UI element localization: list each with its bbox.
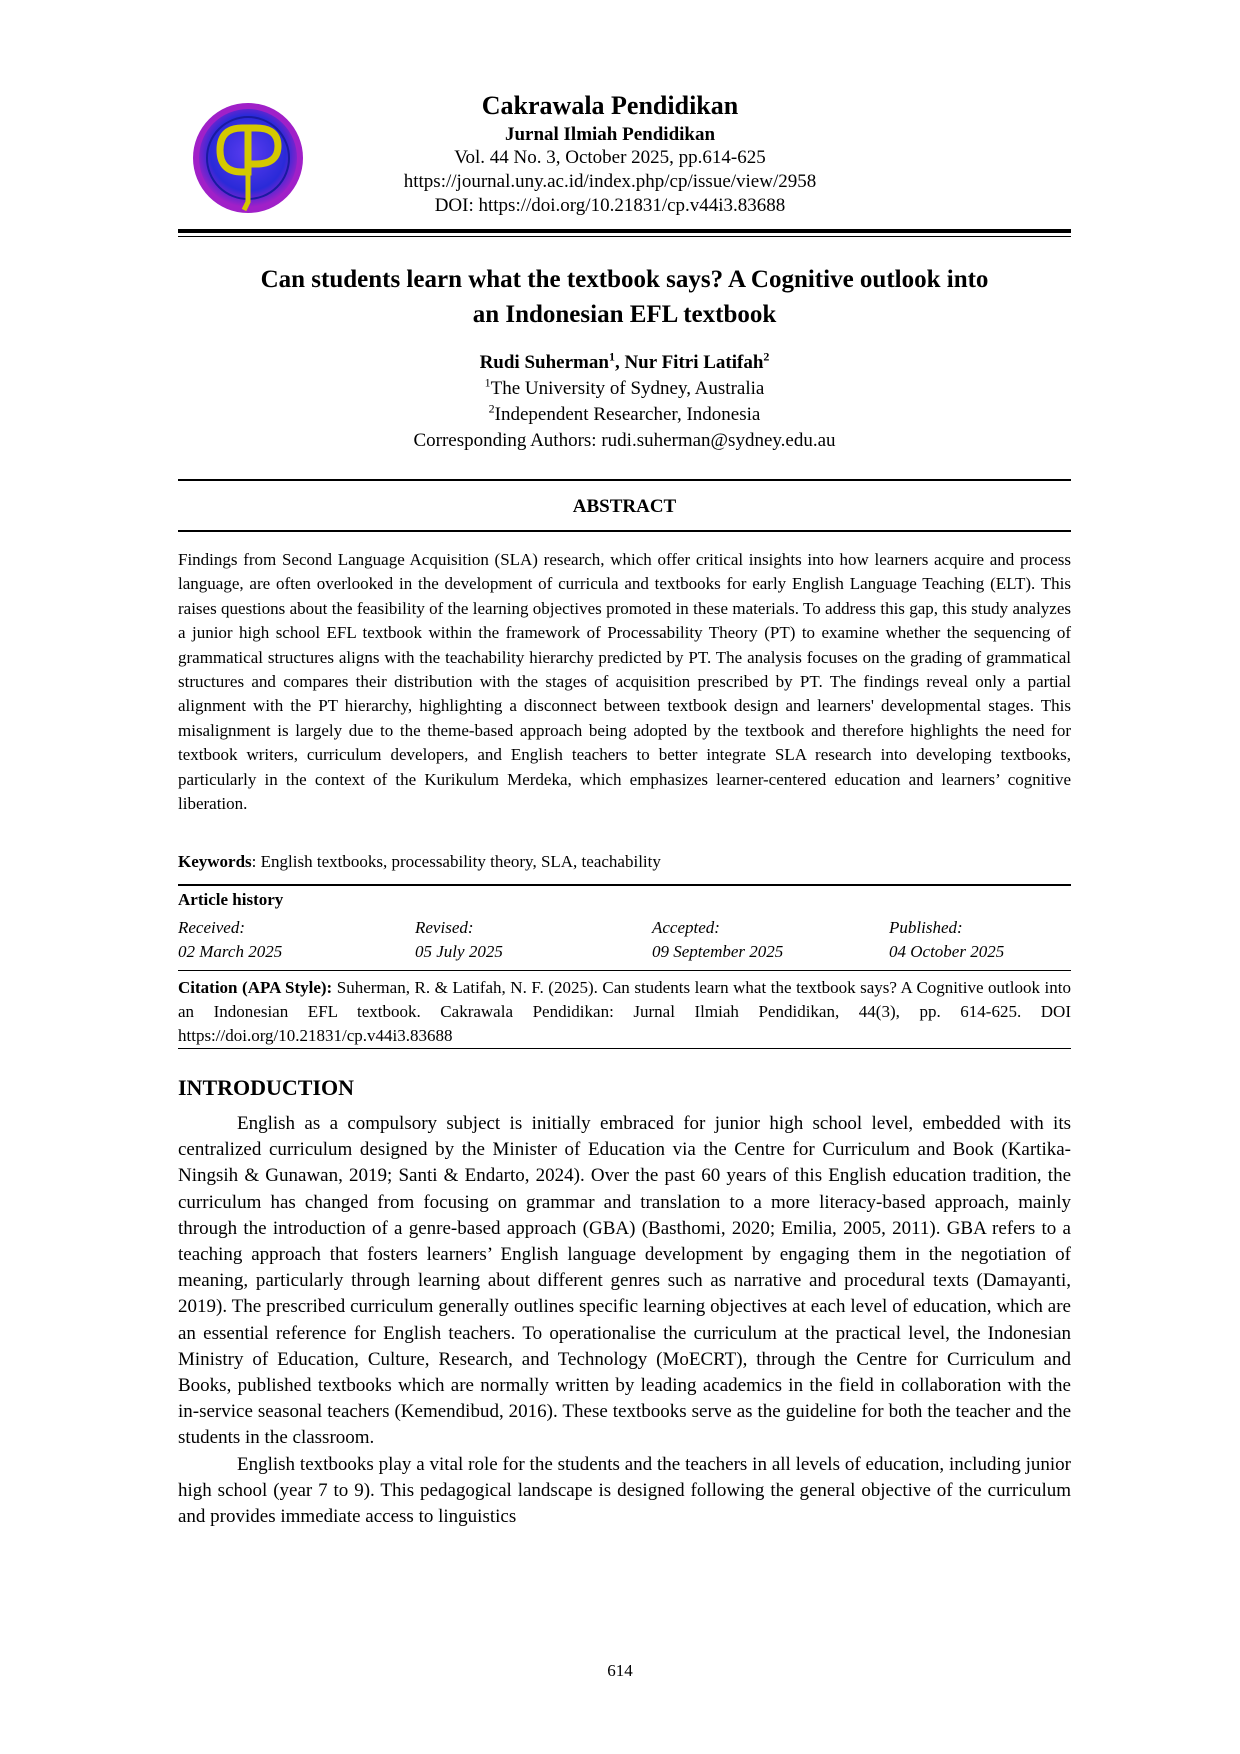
- citation: Citation (APA Style): Suherman, R. & Latifah, N. F. (2025). Can students learn what the textbook says? A Cognitive outlook into an Indonesian EFL textbook. Cakrawala Pendidikan: Jurnal Ilmiah Pendidikan, 44(3), pp. 614-625. DOI https://doi.org/10.21831/cp.v44i3.83688: [178, 978, 1071, 1045]
- published-label: Published:: [889, 918, 963, 937]
- citation-rule-bottom: [178, 1048, 1071, 1049]
- published-date: 04 October 2025: [889, 942, 1005, 961]
- accepted-label: Accepted:: [652, 918, 720, 937]
- doi-link[interactable]: DOI: https://doi.org/10.21831/cp.v44i3.83688: [434, 195, 786, 216]
- history-rule-bottom: [178, 970, 1071, 971]
- received-date: 02 March 2025: [178, 942, 283, 961]
- affiliation-2: $^2$Independent Researcher, Indonesia: [488, 401, 761, 425]
- journal-subtitle: Jurnal Ilmiah Pendidikan: [504, 124, 716, 145]
- article-title: Can students learn what the textbook says? A Cognitive outlook into an Indonesian EFL textbook: [260, 266, 989, 328]
- volume-info: Vol. 44 No. 3, October 2025, pp.614-625: [454, 147, 766, 168]
- journal-logo: [190, 100, 306, 218]
- corresponding-author: Corresponding Authors: rudi.suherman@sydney.edu.au: [413, 430, 836, 451]
- affiliation-1: $^1$The University of Sydney, Australia: [484, 375, 765, 399]
- received-label: Received:: [178, 918, 245, 937]
- journal-masthead: [330, 88, 890, 218]
- header-rule-thin: [178, 236, 1071, 237]
- article-history: [178, 916, 1071, 964]
- author-block: [178, 350, 1071, 454]
- abstract-rule-bottom: [178, 530, 1071, 532]
- author-names: Rudi Suherman$^1$, Nur Fitri Latifah$^2$: [479, 349, 770, 373]
- accepted-date: 09 September 2025: [652, 942, 784, 961]
- history-rule-top: [178, 884, 1071, 886]
- issue-url[interactable]: https://journal.uny.ac.id/index.php/cp/issue/view/2958: [403, 171, 817, 192]
- article-history-heading: Article history: [178, 890, 284, 909]
- paragraph: English textbooks play a vital role for the students and the teachers in all levels of education, including junior high school (year 7 to 9). This pedagogical landscape is designed following the general objective of the curriculum and provides immediate access to linguistics: [178, 1453, 1071, 1528]
- journal-title: Cakrawala Pendidikan: [481, 91, 739, 120]
- paragraph: English as a compulsory subject is initially embraced for junior high school level, embedded with its centralized curriculum designed by the Minister of Education via the Centre for Curriculum and Book (Kartika-Ningsih & Gunawan, 2019; Santi & Endarto, 2024). Over the past 60 years of this English education tradition, the curriculum has changed from focusing on grammar and translation to a more literacy-based approach, mainly through the introduction of a genre-based approach (GBA) (Basthomi, 2020; Emilia, 2005, 2011). GBA refers to a teaching approach that fosters learners’ English language development by engaging them in the negotiation of meaning, particularly through learning about different genres such as narrative and procedural texts (Damayanti, 2019). The prescribed curriculum generally outlines specific learning objectives at each level of education, which are an essential reference for English teachers. To operationalise the curriculum at the practical level, the Indonesian Ministry of Education, Culture, Research, and Technology (MoECRT), through the Centre for Curriculum and Books, published textbooks which are normally written by leading academics in the field in collaboration with the in-service seasonal teachers (Kemendibud, 2016). These textbooks serve as the guideline for both the teacher and the students in the classroom.: [178, 1113, 1071, 1449]
- abstract-text: Findings from Second Language Acquisition (SLA) research, which offer critical insights into how learners acquire and process language, are often overlooked in the development of curricula and textbooks for early English Language Teaching (ELT). This raises questions about the feasibility of the learning objectives promoted in these materials. To address this gap, this study analyzes a junior high school EFL textbook within the framework of Processability Theory (PT) to examine whether the sequencing of grammatical structures aligns with the teachability hierarchy predicted by PT. The analysis focuses on the grading of grammatical structures and compares their distribution with the stages of acquisition prescribed by PT. The findings reveal only a partial alignment with the PT hierarchy, highlighting a disconnect between textbook design and learners' developmental stages. This misalignment is largely due to the theme-based approach being adopted by the textbook and therefore highlights the need for textbook writers, curriculum developers, and English teachers to better integrate SLA research into developing textbooks, particularly in the context of the Kurikulum Merdeka, which emphasizes learner-centered education and learners’ cognitive liberation.: [178, 550, 1071, 814]
- abstract-heading: ABSTRACT: [572, 496, 677, 517]
- introduction-heading: INTRODUCTION: [178, 1075, 355, 1100]
- header-rule-thick: [178, 229, 1071, 233]
- keywords: Keywords: English textbooks, processability theory, SLA, teachability: [178, 852, 661, 871]
- abstract-rule-top: [178, 479, 1071, 481]
- revised-date: 05 July 2025: [415, 942, 503, 961]
- page-number: 614: [607, 1661, 633, 1680]
- revised-label: Revised:: [415, 918, 474, 937]
- introduction-body: [178, 1111, 1071, 1530]
